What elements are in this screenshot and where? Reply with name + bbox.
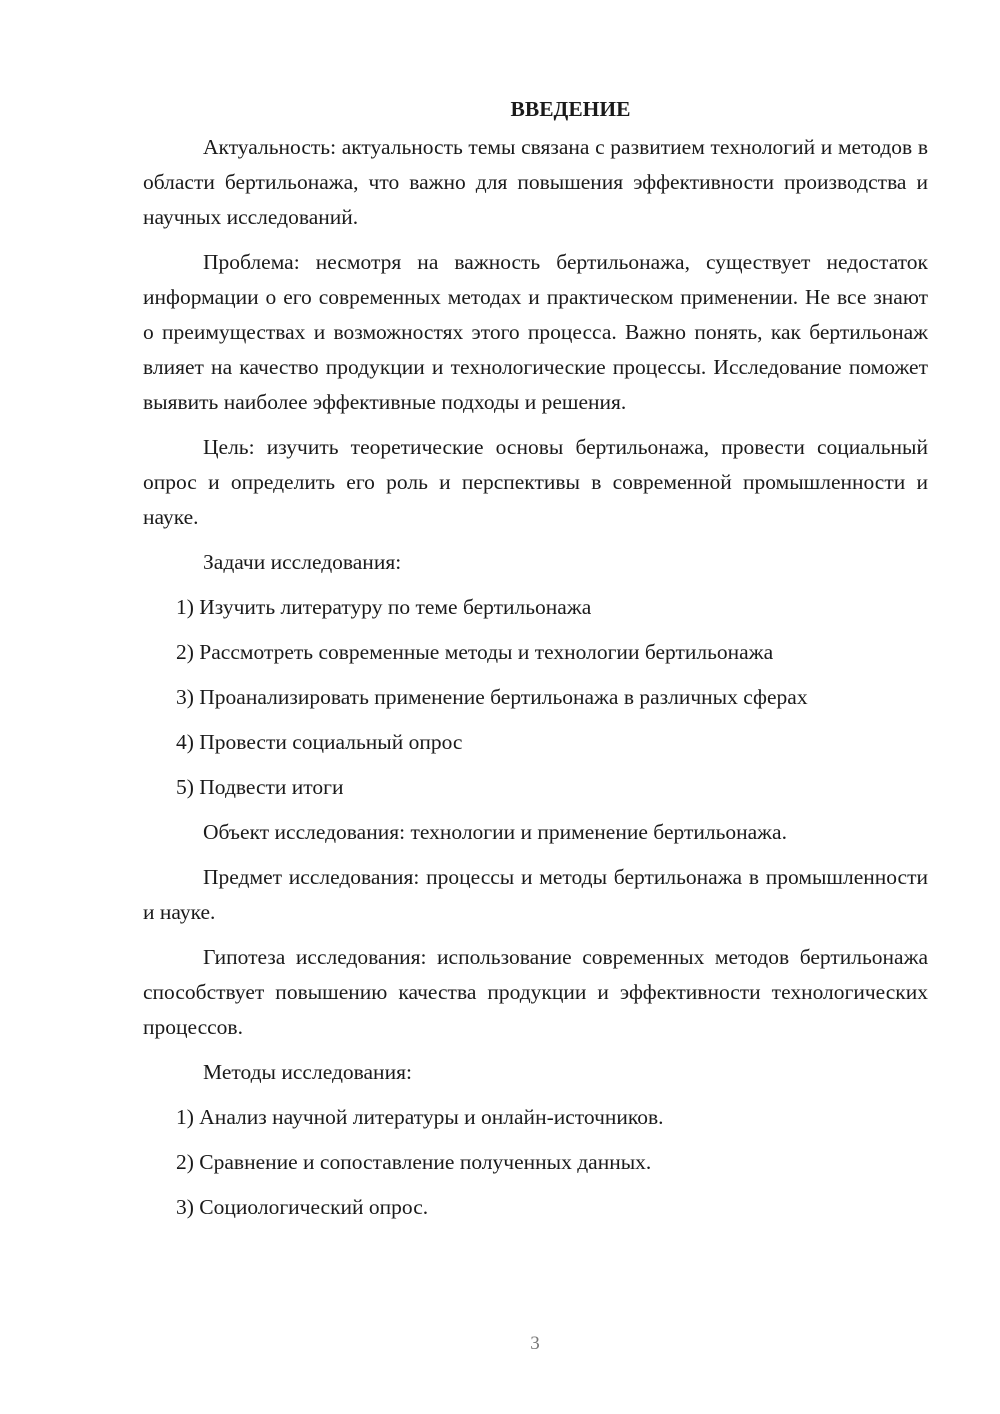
page-content [143, 92, 928, 1235]
list-item: 5) Подвести итоги [176, 775, 344, 799]
list-item: 3) Проанализировать применение бертильонажа в различных сферах [176, 685, 808, 709]
hypothesis-paragraph: Гипотеза исследования: использование современных методов бертильонажа способствует повышению качества продукции и эффективности технологических процессов. [143, 945, 928, 1039]
page-title: ВВЕДЕНИЕ [510, 97, 631, 121]
tasks-heading: Задачи исследования: [203, 550, 402, 574]
tasks-list [143, 590, 928, 805]
methods-list [143, 1100, 928, 1225]
page-number: 3 [530, 1333, 540, 1354]
list-item: 3) Социологический опрос. [176, 1195, 429, 1219]
problem-paragraph: Проблема: несмотря на важность бертильонажа, существует недостаток информации о его современных методах и практическом применении. Не все знают о преимуществах и возможностях этого процесса. Важно понять, как бертильонаж влияет на качество продукции и технологические процессы. Исследование поможет выявить наиболее эффективные подходы и решения. [143, 250, 928, 414]
object-paragraph: Объект исследования: технологии и применение бертильонажа. [203, 820, 787, 844]
relevance-paragraph: Актуальность: актуальность темы связана с развитием технологий и методов в области бертильонажа, что важно для повышения эффективности производства и научных исследований. [143, 135, 928, 229]
list-item: 4) Провести социальный опрос [176, 730, 463, 754]
methods-heading: Методы исследования: [203, 1060, 412, 1084]
list-item: 2) Сравнение и сопоставление полученных данных. [176, 1150, 652, 1174]
list-item: 1) Анализ научной литературы и онлайн-источников. [176, 1105, 664, 1129]
goal-paragraph: Цель: изучить теоретические основы бертильонажа, провести социальный опрос и определить его роль и перспективы в современной промышленности и науке. [143, 435, 928, 529]
list-item: 2) Рассмотреть современные методы и технологии бертильонажа [176, 640, 774, 664]
list-item: 1) Изучить литературу по теме бертильонажа [176, 595, 592, 619]
subject-paragraph: Предмет исследования: процессы и методы бертильонажа в промышленности и науке. [143, 865, 928, 924]
